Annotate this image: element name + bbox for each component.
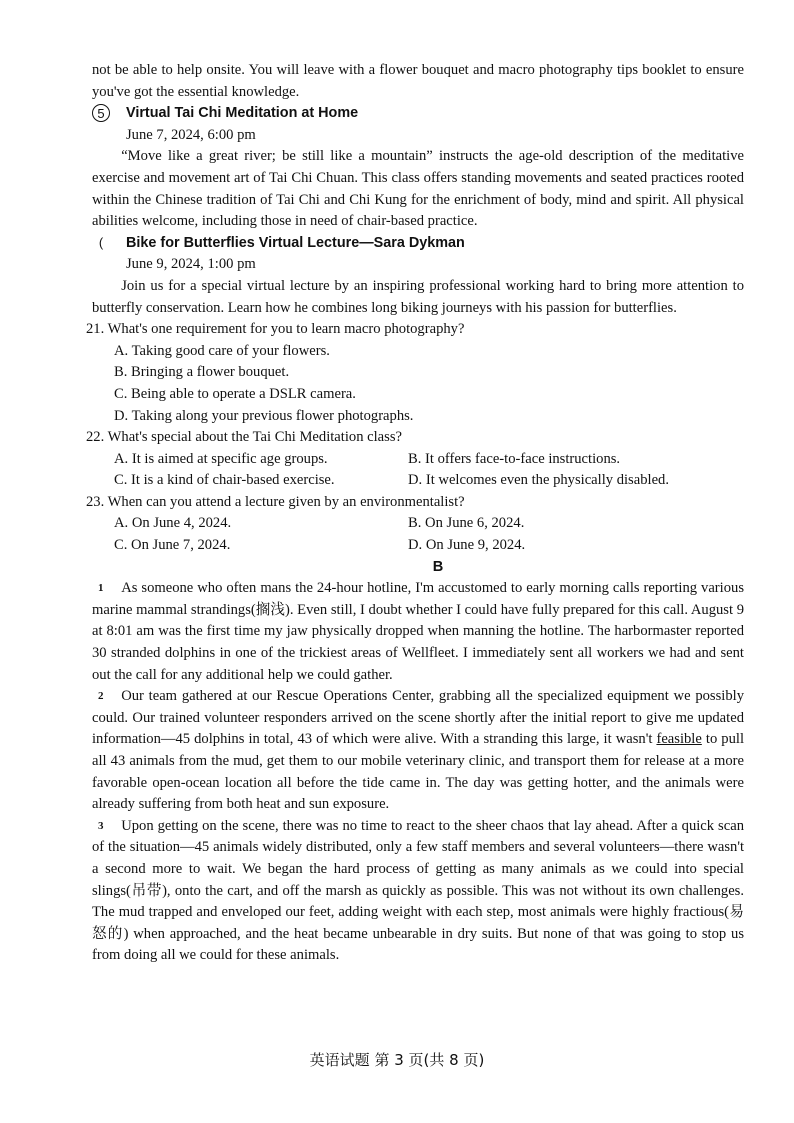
event-title-text: Virtual Tai Chi Meditation at Home — [126, 105, 359, 122]
question-22 — [86, 427, 744, 492]
paragraph-number: 1 — [98, 582, 104, 595]
event-description: “Move like a great river; be still like a mountain” instructs the age-old description of the meditative exercise and movement art of Tai Chi Chuan. This class offers standing movements and seated practices rooted within the Chinese tradition of Tai Chi and Chi Kung for the enrichment of body, mind and spirit. All physical abilities welcome, including those in need of chair-based practice. — [92, 148, 744, 230]
option-b: B. On June 6, 2024. — [408, 515, 525, 532]
question-21 — [86, 319, 744, 427]
event-date: June 7, 2024, 6:00 pm — [126, 126, 256, 143]
event-title-text: Bike for Butterflies Virtual Lecture—Sara Dykman — [126, 234, 465, 251]
section-heading: B — [432, 558, 444, 575]
event-bike-for-butterflies — [92, 233, 744, 319]
option-a: A. It is aimed at specific age groups. — [114, 450, 328, 467]
option-c: C. On June 7, 2024. — [114, 537, 231, 554]
event-number-marker: ( — [98, 234, 104, 250]
exam-page — [86, 60, 745, 967]
question-23 — [86, 492, 744, 557]
option-d: D. On June 9, 2024. — [408, 537, 526, 554]
passage-paragraph — [92, 816, 744, 967]
paragraph-number: 2 — [98, 690, 104, 703]
options-grid — [92, 513, 744, 556]
passage-paragraph — [92, 686, 744, 816]
question-stem: 22. What's special about the Tai Chi Meditation class? — [86, 429, 402, 446]
options-grid — [92, 449, 744, 492]
option-d: D. Taking along your previous flower photographs. — [114, 407, 414, 424]
option-a: A. Taking good care of your flowers. — [114, 342, 330, 359]
page-footer: 英语试题 第 3 页(共 8 页) — [309, 1051, 485, 1069]
question-stem: 21. What's one requirement for you to learn macro photography? — [86, 321, 465, 338]
underlined-word: feasible — [656, 731, 702, 748]
event-title — [92, 103, 744, 125]
paragraph-number: 3 — [98, 819, 104, 832]
event-date: June 9, 2024, 1:00 pm — [126, 256, 256, 273]
passage-paragraph — [92, 578, 744, 686]
event-title — [92, 233, 744, 255]
paragraph-text: As someone who often mans the 24-hour hotline, I'm accustomed to early morning calls reporting various marine mammal strandings(搁浅). Even still, I doubt whether I could have fully prepared for this call. August 9 at 8:01 am was the first time my jaw physically dropped when manning the hotline. The harbormaster reported 30 stranded dolphins in one of the trickiest areas of Wellfleet. I immediately sent all workers we had and sent out the call for any additional help we could gather. — [92, 580, 744, 683]
option-b: B. It offers face-to-face instructions. — [408, 450, 621, 467]
event-number-marker: 5 — [92, 104, 110, 122]
option-b: B. Bringing a flower bouquet. — [114, 364, 290, 381]
option-c: C. Being able to operate a DSLR camera. — [114, 385, 356, 402]
continued-paragraph: not be able to help onsite. You will leave with a flower bouquet and macro photography tips booklet to ensure you've got the essential knowledge. — [92, 62, 744, 100]
paragraph-text: Our team gathered at our Rescue Operations Center, grabbing all the specialized equipment we possibly could. Our trained volunteer responders arrived on the scene shortly after the initial report to give me updated information—45 dolphins in total, 43 of which were alive. With a stranding this large, it wasn't — [92, 688, 744, 748]
event-description: Join us for a special virtual lecture by an inspiring professional working hard to bring more attention to butterfly conservation. Learn how he combines long biking journeys with his passion for butterflies. — [92, 277, 744, 316]
question-stem: 23. When can you attend a lecture given by an environmentalist? — [86, 493, 465, 510]
paragraph-text: Upon getting on the scene, there was no time to react to the sheer chaos that lay ahead. After a quick scan of the situation—45 animals widely distributed, only a few staff members and several volunteers—there wasn't a second more to wait. We began the hard process of getting as many animals as we could into special slings(吊带), onto the cart, and off the marsh as quickly as possible. This was not without its own challenges. The mud trapped and enveloped our feet, adding weight with each step, most animals were highly fractious(易怒的) when approached, and the heat became unbearable in dry suits. But none of that was going to stop us from doing all we could for these animals. — [92, 817, 744, 964]
event-tai-chi — [92, 103, 744, 233]
option-c: C. It is a kind of chair-based exercise. — [114, 472, 335, 489]
paragraph-text: to pull all 43 animals from the mud, get them to our mobile veterinary clinic, and transport them for release at a more favorable open-ocean location all before the tide came in. The day was getting hotter, and the animals were already suffering from both heat and sun exposure. — [92, 731, 745, 813]
option-a: A. On June 4, 2024. — [114, 515, 232, 532]
option-d: D. It welcomes even the physically disabled. — [408, 472, 669, 489]
